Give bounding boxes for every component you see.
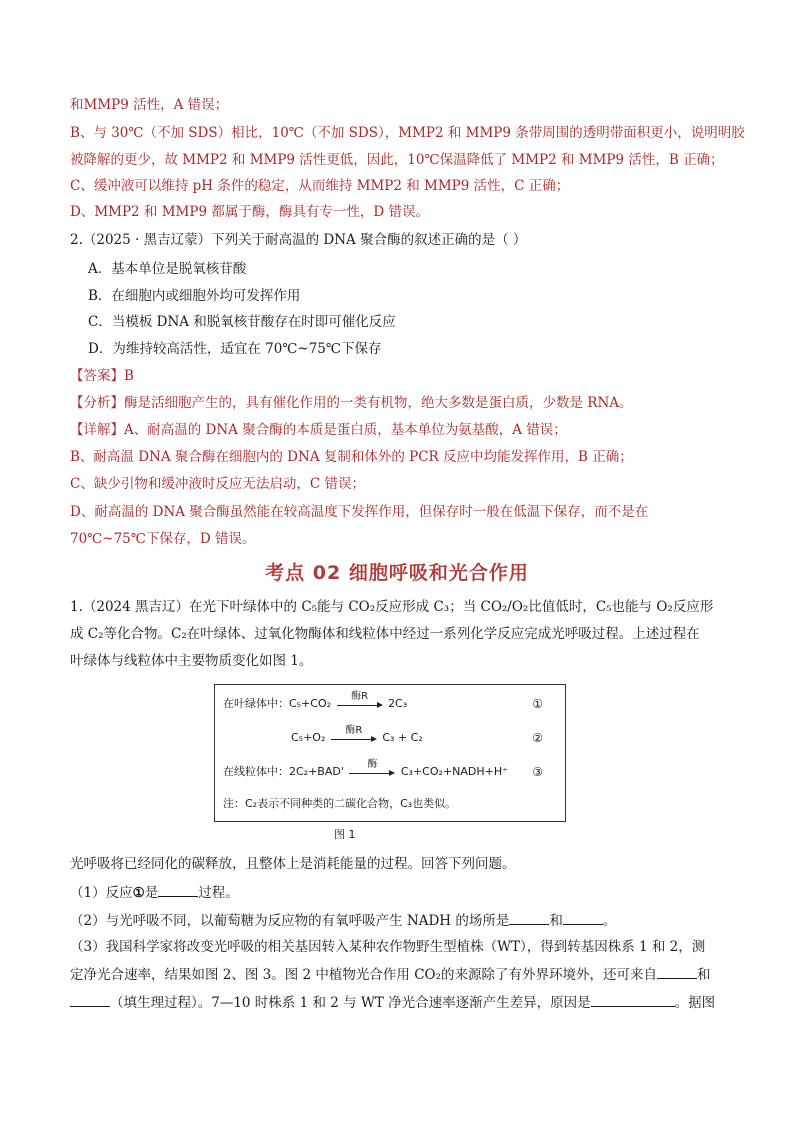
reaction-3-reactants: 在线粒体中：2C₂+BAD'	[223, 765, 344, 778]
sub-question-1	[70, 882, 754, 903]
reaction-arrow	[349, 759, 395, 777]
enzyme-label: 酶	[367, 759, 378, 770]
reaction-2-products: C₃ + C₂	[382, 731, 423, 744]
sub-question-text: 和	[549, 913, 563, 929]
sub-question-text: 。据图	[674, 995, 716, 1011]
answer-blank[interactable]	[509, 910, 549, 925]
question-1-line: 1.（2024 黑吉辽）在光下叶绿体中的 C₅能与 CO₂反应形成 C₃；当 CO₂/O₂比值低时，C₅也能与 O₂反应形	[70, 599, 714, 615]
sub-question-text: 是	[144, 885, 159, 901]
sub-question-text: （1）反应	[70, 885, 133, 901]
reaction-arrow	[337, 691, 383, 709]
figure-note: 注：C₂表示不同种类的二碳化合物，C₃也类似。	[223, 797, 457, 810]
text-line: D、耐高温的 DNA 聚合酶虽然能在较高温度下发挥作用，但保存时一般在低温下保存，而不是在	[70, 504, 649, 520]
reaction-arrow	[331, 725, 377, 743]
question-2-stem: 2.（2025 · 黑吉辽蒙）下列关于耐高温的 DNA 聚合酶的叙述正确的是（ ）	[70, 232, 527, 248]
sub-question-text: （填生理过程）。7—10 时株系 1 和 2 与 WT 净光合速率逐渐产生差异，原因是	[110, 995, 591, 1011]
answer-tag: 【答案】	[70, 368, 124, 384]
enzyme-label: 酶R	[345, 725, 363, 736]
answer-value: B	[124, 368, 134, 384]
sub-question-text: 。	[602, 913, 617, 929]
sub-question-3-line	[70, 964, 754, 985]
text-line: 和MMP9 活性，A 错误；	[70, 97, 229, 113]
analysis-tag: 【分析】	[70, 395, 124, 411]
answer-line	[70, 366, 754, 386]
circled-number: ①	[132, 885, 145, 901]
reaction-number: ①	[532, 697, 543, 711]
analysis-text: 酶是活细胞产生的，具有催化作用的一类有机物，绝大多数是蛋白质，少数是 RNA。	[124, 395, 633, 411]
detail-tag: 【详解】	[70, 422, 124, 438]
analysis-line	[70, 393, 754, 413]
sub-question-3-line	[70, 992, 754, 1013]
enzyme-label: 酶R	[351, 691, 369, 702]
question-1-line: 叶绿体与线粒体中主要物质变化如图 1。	[70, 653, 313, 669]
text-line: 光呼吸将已经同化的碳释放，且整体上是消耗能量的过程。回答下列问题。	[70, 856, 516, 872]
option-d: D．为维持较高活性，适宜在 70℃~75℃下保存	[88, 341, 382, 357]
reaction-number: ③	[532, 765, 543, 779]
text-line: B、耐高温 DNA 聚合酶在细胞内的 DNA 复制和体外的 PCR 反应中均能发挥作用，B 正确；	[70, 449, 633, 465]
detail-text: A、耐高温的 DNA 聚合酶的本质是蛋白质，基本单位为氨基酸，A 错误；	[124, 422, 567, 438]
reaction-1	[223, 691, 557, 713]
answer-blank[interactable]	[563, 910, 603, 925]
section-title: 考点 02 细胞呼吸和光合作用	[265, 562, 529, 584]
answer-blank[interactable]	[657, 964, 697, 979]
reaction-3-products: C₃+CO₂+NADH+H⁺	[400, 765, 508, 778]
reaction-1-products: 2C₃	[388, 697, 408, 710]
sub-question-text: 过程。	[198, 885, 239, 901]
option-c: C．当模板 DNA 和脱氧核苷酸存在时即可催化反应	[88, 314, 396, 330]
option-b: B．在细胞内或细胞外均可发挥作用	[88, 288, 301, 304]
sub-question-3-line: （3）我国科学家将改变光呼吸的相关基因转入某种农作物野生型植株（WT），得到转基因株系 1 和 2，测	[70, 939, 706, 955]
text-line: C、缺少引物和缓冲液时反应无法启动，C 错误；	[70, 476, 365, 492]
text-line: 被降解的更少，故 MMP2 和 MMP9 活性更低，因此，10℃保温降低了 MMP2 和 MMP9 活性，B 正确；	[70, 152, 724, 168]
reaction-2	[291, 725, 557, 747]
sub-question-2	[70, 910, 754, 931]
figure-1-box	[214, 684, 566, 822]
answer-blank[interactable]	[158, 882, 198, 897]
question-1-line: 成 C₂等化合物。C₂在叶绿体、过氧化物酶体和线粒体中经过一系列化学反应完成光呼吸过程。上述过程在	[70, 626, 700, 642]
text-line: B、与 30℃（不加 SDS）相比，10℃（不加 SDS），MMP2 和 MMP9 条带周围的透明带面积更小，说明明胶	[70, 125, 745, 141]
reaction-number: ②	[532, 731, 543, 745]
reaction-1-reactants: 在叶绿体中：C₅+CO₂	[223, 697, 332, 710]
figure-caption: 图 1	[334, 828, 356, 841]
text-line: D、MMP2 和 MMP9 都属于酶，酶具有专一性，D 错误。	[70, 204, 429, 220]
text-line: C、缓冲液可以维持 pH 条件的稳定，从而维持 MMP2 和 MMP9 活性，C 正确；	[70, 178, 570, 194]
sub-question-text: 定净光合速率，结果如图 2、图 3。图 2 中植物光合作用 CO₂的来源除了有外界环境外，还可来自	[70, 967, 658, 983]
text-line: 70℃~75℃下保存，D 错误。	[70, 531, 256, 547]
detail-line	[70, 420, 754, 440]
sub-question-text: 和	[697, 967, 711, 983]
reaction-2-reactants: C₅+O₂	[291, 731, 326, 744]
sub-question-text: （2）与光呼吸不同，以葡萄糖为反应物的有氧呼吸产生 NADH 的场所是	[70, 913, 510, 929]
reaction-3	[223, 759, 557, 781]
answer-blank[interactable]	[70, 992, 110, 1007]
answer-blank[interactable]	[591, 992, 675, 1007]
option-a: A．基本单位是脱氧核苷酸	[88, 261, 247, 277]
